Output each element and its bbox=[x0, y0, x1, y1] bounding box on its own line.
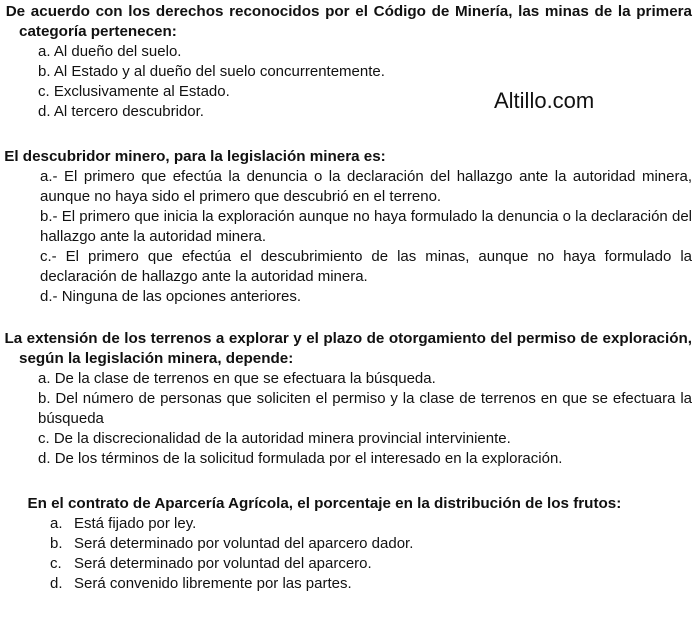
option-text: El primero que inicia la exploración aunque no haya formulado la denuncia o la declaración del hallazgo ante la autoridad minera. bbox=[40, 208, 692, 245]
option-letter: d. bbox=[38, 450, 51, 467]
option-text: Al tercero descubridor. bbox=[53, 103, 204, 120]
watermark-text: Altillo.com bbox=[494, 88, 595, 113]
option-c bbox=[0, 554, 700, 574]
option-a bbox=[0, 42, 700, 62]
question-9 bbox=[0, 494, 700, 594]
question-title bbox=[0, 147, 700, 167]
option-a bbox=[0, 514, 700, 534]
option-letter: a.- bbox=[40, 168, 58, 185]
question-text: En el contrato de Aparcería Agrícola, el porcentaje en la distribución de los frutos: bbox=[27, 495, 622, 512]
option-text: De la discrecionalidad de la autoridad minera provincial interviniente. bbox=[53, 430, 511, 447]
option-d bbox=[0, 449, 700, 469]
option-b bbox=[0, 207, 700, 247]
option-d bbox=[0, 287, 700, 307]
option-text: Será determinado por voluntad del aparcero. bbox=[74, 555, 372, 572]
option-text: Exclusivamente al Estado. bbox=[53, 83, 230, 100]
option-letter: a. bbox=[38, 43, 51, 60]
option-text: Será determinado por voluntad del aparcero dador. bbox=[74, 535, 414, 552]
option-letter: a. bbox=[50, 515, 63, 532]
option-text: El primero que efectúa el descubrimiento de las minas, aunque no haya formulado la declaración de hallazgo ante la autoridad minera. bbox=[40, 248, 693, 285]
option-text: Al Estado y al dueño del suelo concurrentemente. bbox=[53, 63, 385, 80]
option-letter: a. bbox=[38, 370, 51, 387]
question-8 bbox=[0, 329, 700, 469]
question-title bbox=[0, 2, 700, 42]
option-text: El primero que efectúa la denuncia o la declaración del hallazgo ante la autoridad minera, aunque no haya sido el primero que descubrió en el terreno. bbox=[40, 168, 692, 205]
option-a bbox=[0, 167, 700, 207]
question-text: El descubridor minero, para la legislación minera es: bbox=[4, 148, 386, 165]
option-d bbox=[0, 574, 700, 594]
question-text: De acuerdo con los derechos reconocidos por el Código de Minería, las minas de la primera categoría pertenecen: bbox=[5, 3, 692, 40]
option-letter: d. bbox=[50, 575, 63, 592]
option-b bbox=[0, 389, 700, 429]
option-letter: c.- bbox=[40, 248, 57, 265]
option-letter: c. bbox=[38, 430, 50, 447]
option-b bbox=[0, 534, 700, 554]
option-c bbox=[0, 247, 700, 287]
option-d bbox=[0, 102, 700, 122]
option-c bbox=[0, 429, 700, 449]
option-letter: c. bbox=[38, 83, 50, 100]
question-7 bbox=[0, 147, 700, 307]
option-b bbox=[0, 62, 700, 82]
option-text: Del número de personas que soliciten el permiso y la clase de terrenos en que se efectuara la búsqueda bbox=[38, 390, 692, 427]
option-text: De la clase de terrenos en que se efectuara la búsqueda. bbox=[54, 370, 436, 387]
option-letter: d. bbox=[38, 103, 51, 120]
question-title bbox=[0, 494, 700, 514]
option-letter: b.- bbox=[40, 208, 58, 225]
question-title bbox=[0, 329, 700, 369]
option-letter: d.- bbox=[40, 288, 58, 305]
option-text: Ninguna de las opciones anteriores. bbox=[61, 288, 302, 305]
option-text: Al dueño del suelo. bbox=[53, 43, 182, 60]
option-letter: c. bbox=[50, 555, 62, 572]
option-text: Está fijado por ley. bbox=[74, 515, 197, 532]
option-c bbox=[0, 82, 700, 102]
option-letter: b. bbox=[50, 535, 63, 552]
option-text: De los términos de la solicitud formulada por el interesado en la exploración. bbox=[54, 450, 563, 467]
option-a bbox=[0, 369, 700, 389]
option-letter: b. bbox=[38, 63, 51, 80]
question-6 bbox=[0, 2, 700, 122]
question-text: La extensión de los terrenos a explorar y el plazo de otorgamiento del permiso de exploración, según la legislación minera, depende: bbox=[4, 330, 692, 367]
option-letter: b. bbox=[38, 390, 51, 407]
option-text: Será convenido libremente por las partes. bbox=[74, 575, 352, 592]
